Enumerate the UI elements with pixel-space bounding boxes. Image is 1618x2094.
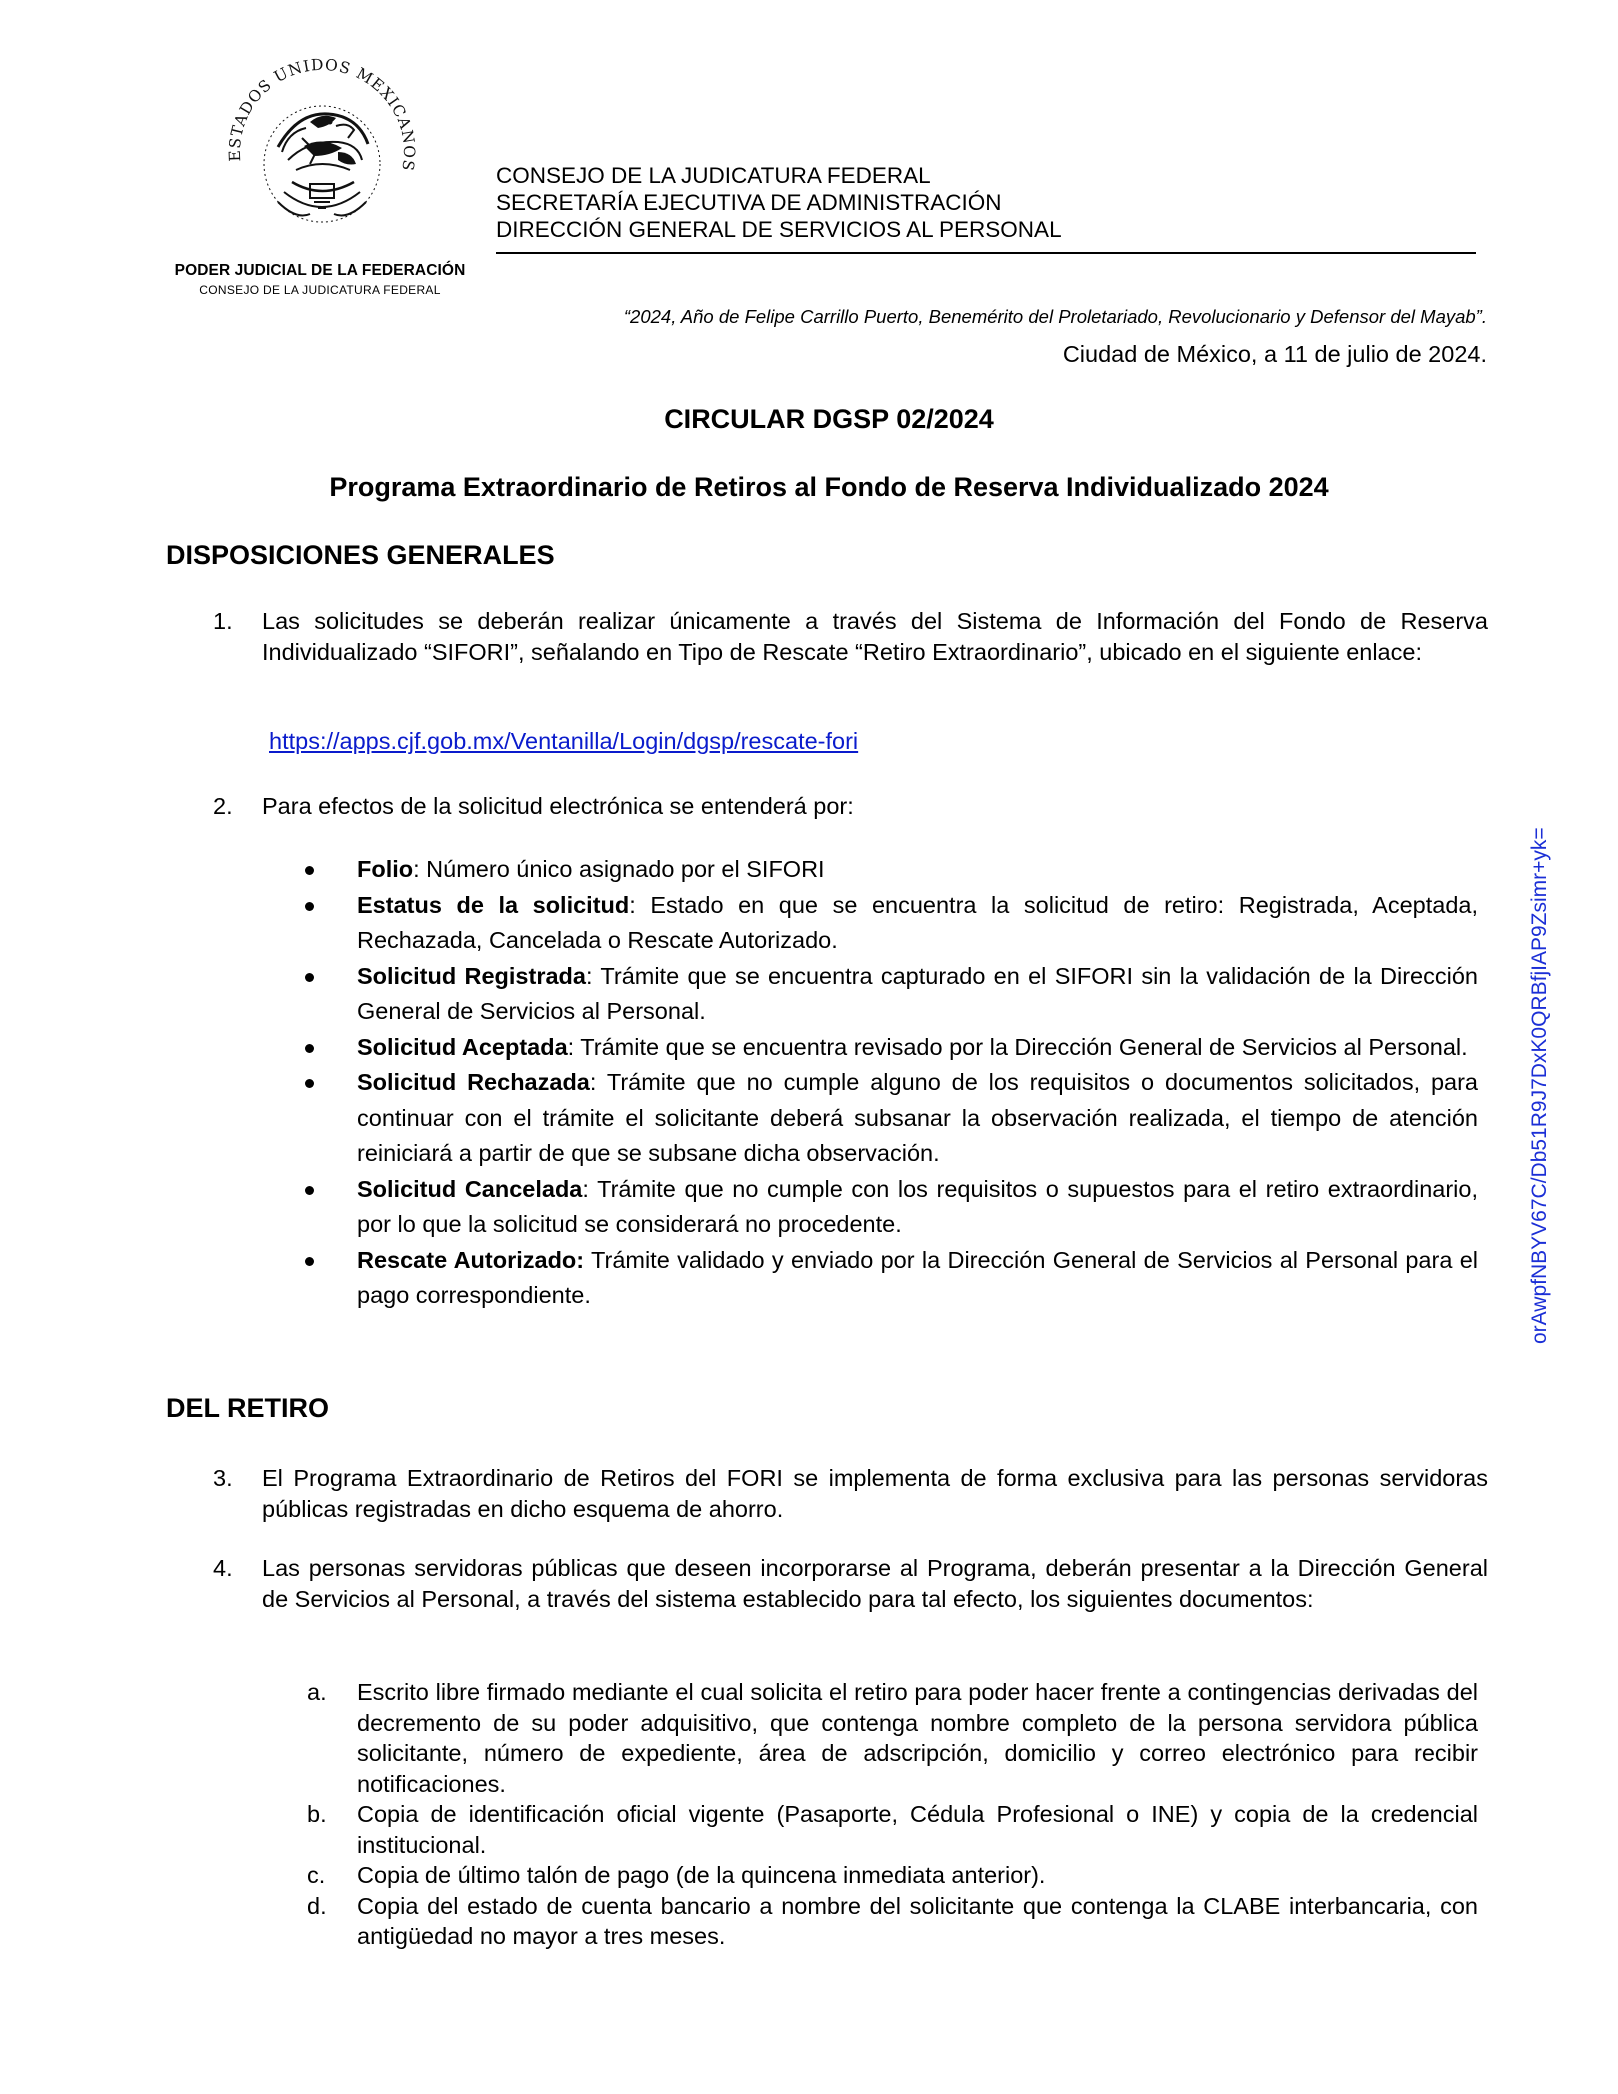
section-heading-general: DISPOSICIONES GENERALES [166, 540, 555, 570]
definition-separator: : [629, 891, 636, 918]
definition-text: Estado en que se encuentra la solicitud de retiro: Registrada, Aceptada, Rechazada, Cancelada o Rescate Autorizado. [357, 891, 1479, 953]
definition-text: Trámite validado y enviado por la Dirección General de Servicios al Personal para el pago correspondiente. [357, 1246, 1478, 1308]
sifori-link[interactable]: https://apps.cjf.gob.mx/Ventanilla/Login/dgsp/rescate-fori [269, 728, 859, 754]
definition-separator: : [567, 1033, 575, 1060]
definition-separator: : [413, 856, 420, 882]
paragraph-text: Para efectos de la solicitud electrónica se entenderá por: [262, 793, 854, 819]
paragraph-3 [166, 1463, 1488, 1524]
document-letter: a. [307, 1679, 327, 1705]
definition-term: Solicitud Aceptada [357, 1033, 568, 1060]
year-motto: “2024, Año de Felipe Carrillo Puerto, Benemérito del Proletariado, Revolucionario y Defensor del Mayab”. [623, 306, 1487, 327]
definition-term: Rescate Autorizado: [357, 1246, 585, 1273]
paragraph-text: El Programa Extraordinario de Retiros del FORI se implementa de forma exclusiva para las personas servidoras públicas registradas en dicho esquema de ahorro. [262, 1465, 1488, 1522]
seal-caption-line-2: CONSEJO DE LA JUDICATURA FEDERAL [199, 283, 441, 297]
document-hash: orAwpfNBYV67C/Db51R9J7DxK0QRBfjIAP9Zsimr+yk= [1528, 827, 1551, 1344]
definition-item [357, 1243, 1478, 1314]
definition-item [357, 1172, 1478, 1243]
org-line-3: DIRECCIÓN GENERAL DE SERVICIOS AL PERSONAL [496, 217, 1062, 242]
definition-item [357, 959, 1478, 1030]
paragraph-number: 3. [213, 1465, 233, 1491]
definition-term: Solicitud Registrada [357, 962, 586, 989]
definition-text: Trámite que no cumple alguno de los requisitos o documentos solicitados, para continuar con el trámite el solicitante deberá subsanar la observación realizada, el tiempo de atención reiniciará a partir de que se subsane dicha observación. [357, 1069, 1479, 1166]
documents-list [166, 1677, 1478, 1952]
definition-separator: : [582, 1175, 589, 1202]
document-item [307, 1860, 1478, 1891]
header-divider [496, 252, 1476, 254]
document-letter: b. [307, 1801, 327, 1827]
dateline: Ciudad de México, a 11 de julio de 2024. [1062, 341, 1487, 367]
section-heading-retiro: DEL RETIRO [166, 1393, 330, 1423]
definitions-list [166, 852, 1478, 1314]
org-line-2: SECRETARÍA EJECUTIVA DE ADMINISTRACIÓN [496, 190, 1002, 215]
paragraph-2 [166, 791, 1488, 822]
definition-text: Trámite que se encuentra capturado en el SIFORI sin la validación de la Dirección General de Servicios al Personal. [357, 962, 1478, 1024]
paragraph-text: Las solicitudes se deberán realizar únicamente a través del Sistema de Información del Fondo de Reserva Individualizado “SIFORI”, señalando en Tipo de Rescate “Retiro Extraordinario”, ubicado en el siguiente enlace: [262, 608, 1488, 665]
document-item [307, 1891, 1478, 1952]
definition-item [357, 1030, 1478, 1066]
document-item [307, 1677, 1478, 1799]
definition-separator: : [589, 1069, 597, 1095]
definition-separator: : [585, 962, 593, 989]
paragraph-number: 4. [213, 1555, 233, 1581]
paragraph-4 [166, 1553, 1488, 1614]
document-text: Copia del estado de cuenta bancario a nombre del solicitante que contenga la CLABE interbancaria, con antigüedad no mayor a tres meses. [357, 1892, 1478, 1949]
document-text: Copia de identificación oficial vigente (Pasaporte, Cédula Profesional o INE) y copia de la credencial institucional. [357, 1801, 1478, 1858]
document-letter: c. [307, 1862, 326, 1888]
document-text: Copia de último talón de pago (de la quincena inmediata anterior). [357, 1862, 1046, 1888]
document-text: Escrito libre firmado mediante el cual solicita el retiro para poder hacer frente a contingencias derivadas del decremento de su poder adquisitivo, que contenga nombre completo de la persona servidora pública solicitante, número de expediente, área de adscripción, domicilio y correo electrónico para recibir notificaciones. [357, 1679, 1478, 1797]
organization-header [496, 162, 1062, 243]
definition-item [357, 852, 1478, 888]
circular-title: CIRCULAR DGSP 02/2024 [664, 404, 994, 434]
paragraph-number: 2. [213, 793, 233, 819]
seal-caption-line-1: PODER JUDICIAL DE LA FEDERACIÓN [174, 262, 466, 279]
seal-caption [160, 262, 480, 297]
definition-item [357, 1065, 1478, 1172]
national-seal-logo [218, 52, 426, 260]
program-title: Programa Extraordinario de Retiros al Fondo de Reserva Individualizado 2024 [329, 472, 1329, 502]
definition-text: Número único asignado por el SIFORI [419, 856, 825, 882]
definition-term: Solicitud Rechazada [357, 1069, 590, 1095]
definition-text: Trámite que se encuentra revisado por la Dirección General de Servicios al Personal. [574, 1033, 1468, 1060]
seal-legend: ESTADOS UNIDOS MEXICANOS [225, 55, 419, 173]
document-item [307, 1799, 1478, 1860]
definition-item [357, 888, 1478, 959]
org-line-1: CONSEJO DE LA JUDICATURA FEDERAL [496, 163, 931, 188]
paragraph-text: Las personas servidoras públicas que deseen incorporarse al Programa, deberán presentar a la Dirección General de Servicios al Personal, a través del sistema establecido para tal efecto, los siguientes documentos: [262, 1555, 1488, 1612]
definition-term: Folio [357, 856, 414, 882]
definition-term: Solicitud Cancelada [357, 1175, 583, 1202]
document-letter: d. [307, 1892, 327, 1919]
paragraph-1 [166, 606, 1488, 667]
paragraph-number: 1. [213, 608, 233, 634]
definition-text: Trámite que no cumple con los requisitos o supuestos para el retiro extraordinario, por lo que la solicitud se considerará no procedente. [357, 1175, 1478, 1237]
definition-term: Estatus de la solicitud [357, 891, 630, 918]
